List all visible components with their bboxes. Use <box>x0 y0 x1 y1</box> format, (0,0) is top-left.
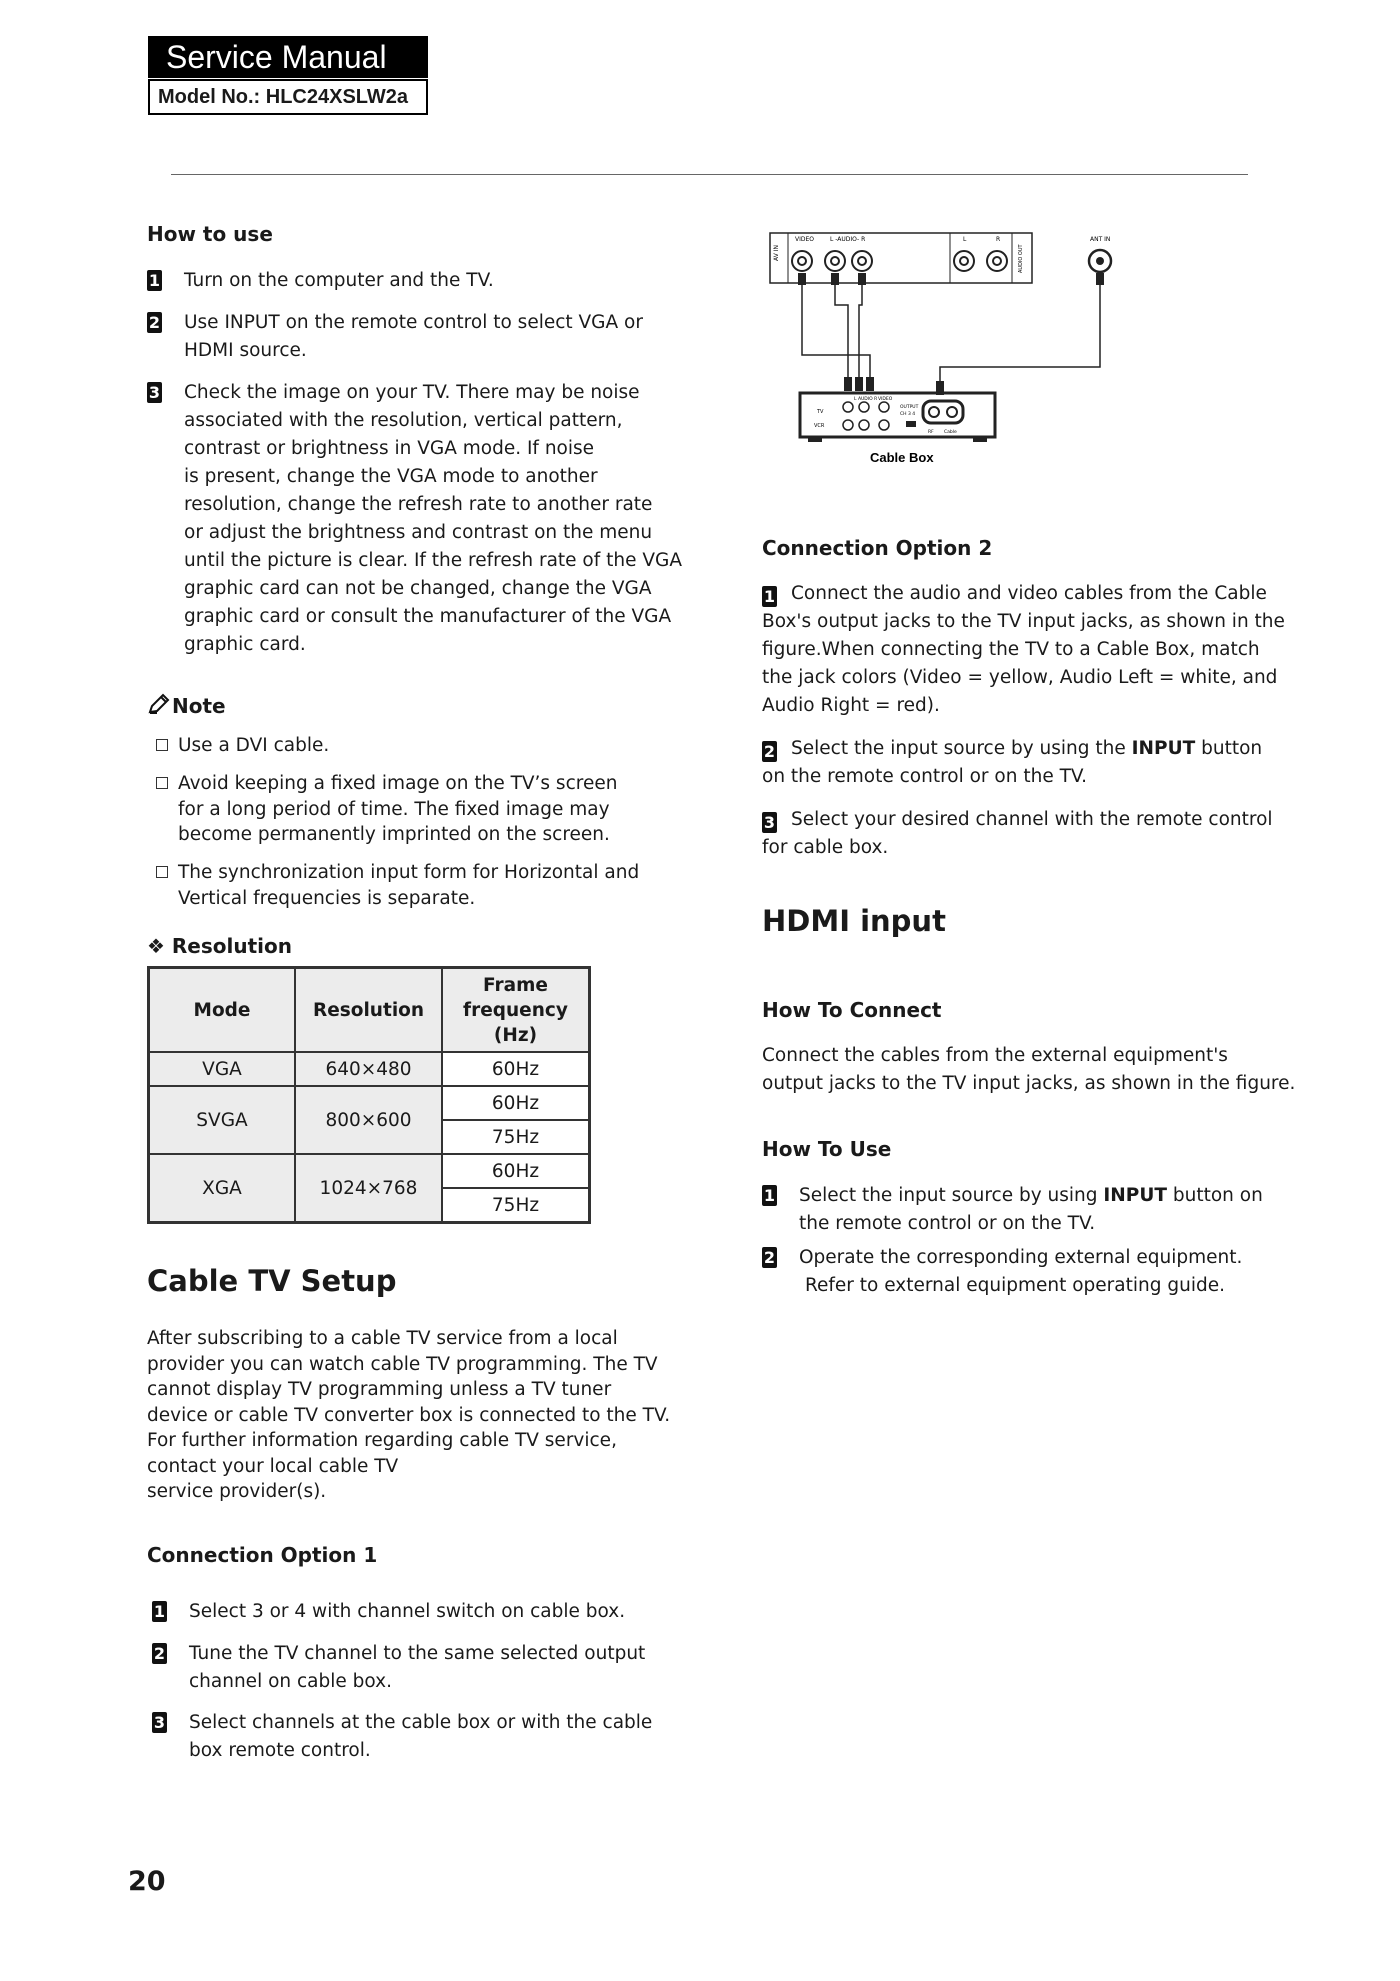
step-text: graphic card. <box>184 634 306 655</box>
step-number: 2 <box>153 1644 166 1663</box>
table-row <box>149 1154 590 1188</box>
step-text: contrast or brightness in VGA mode. If noise <box>184 438 595 459</box>
column-header-frequency: Frame frequency (Hz) <box>442 968 590 1053</box>
connection-cables <box>802 285 1100 385</box>
header-divider <box>171 174 1248 175</box>
step-text: Turn on the computer and the TV. <box>184 270 494 291</box>
step-text: Box's output jacks to the TV input jacks, as shown in the <box>762 611 1285 632</box>
step-text: Select channels at the cable box or with the cable <box>189 1712 653 1733</box>
resolution-table <box>147 966 591 1224</box>
input-keyword: INPUT <box>1103 1185 1167 1206</box>
table-cell-frequency: 60Hz <box>442 1086 590 1120</box>
table-cell-frequency: 75Hz <box>442 1188 590 1223</box>
table-cell-mode: XGA <box>149 1154 296 1223</box>
box-cable-label: Cable <box>944 430 957 435</box>
manual-title: Service Manual <box>148 36 428 78</box>
cable-box-label: Cable Box <box>870 450 934 465</box>
step-text: Select the input source by using <box>799 1185 1104 1206</box>
step-number: 1 <box>763 587 776 606</box>
hdmi-input-heading: HDMI input <box>762 904 946 938</box>
table-cell-mode: VGA <box>149 1052 296 1086</box>
note-text: The synchronization input form for Horizontal and <box>178 862 640 883</box>
step-number: 3 <box>153 1713 166 1732</box>
step-text: box remote control. <box>189 1740 371 1761</box>
option-2-step-1 <box>762 580 1285 720</box>
note-text: for a long period of time. The fixed image may <box>178 798 610 820</box>
column-header-resolution: Resolution <box>295 968 442 1053</box>
step-text: associated with the resolution, vertical pattern, <box>184 410 623 431</box>
step-text: channel on cable box. <box>189 1671 392 1692</box>
table-cell-frequency: 75Hz <box>442 1120 590 1154</box>
step-number: 2 <box>148 313 161 332</box>
option-2-step-2 <box>762 735 1262 791</box>
how-to-use-hdmi-heading: How To Use <box>762 1137 892 1161</box>
page-number: 20 <box>128 1866 166 1897</box>
resolution-heading <box>147 934 292 958</box>
note-text: Avoid keeping a fixed image on the TV’s screen <box>178 773 618 794</box>
step-text: is present, change the VGA mode to another <box>184 466 598 487</box>
table-cell-mode: SVGA <box>149 1086 296 1154</box>
box-video-label: VIDEO <box>878 397 893 402</box>
how-to-connect-text: Connect the cables from the external equipment's output jacks to the TV input jacks, as shown in the figure. <box>762 1045 1296 1094</box>
step-text: Operate the corresponding external equipment. <box>799 1247 1243 1268</box>
video-label: VIDEO <box>795 236 815 243</box>
step-text: resolution, change the refresh rate to another rate <box>184 494 653 515</box>
step-text: figure.When connecting the TV to a Cable Box, match <box>762 639 1260 660</box>
step-text: graphic card can not be changed, change the VGA <box>184 578 652 599</box>
step-text: Select your desired channel with the remote control <box>791 809 1273 830</box>
column-header-mode: Mode <box>149 968 296 1053</box>
step-text: Audio Right = red). <box>762 695 940 716</box>
cable-box-connection-diagram <box>760 225 1120 475</box>
step-text: HDMI source. <box>184 340 307 361</box>
cable-box <box>800 393 995 437</box>
checkbox-bullet-icon <box>156 866 168 878</box>
step-text: Use INPUT on the remote control to select VGA or <box>184 312 643 333</box>
note-text: Vertical frequencies is separate. <box>178 887 476 909</box>
pencil-icon <box>147 692 171 716</box>
note-text: become permanently imprinted on the screen. <box>178 824 610 845</box>
audio-out-label: AUDIO OUT <box>1018 244 1024 273</box>
how-to-connect-heading: How To Connect <box>762 998 942 1022</box>
step-text: for cable box. <box>762 837 889 858</box>
box-rf-label: RF <box>928 430 934 435</box>
how-to-use-heading: How to use <box>147 222 273 246</box>
connection-option-2-heading: Connection Option 2 <box>762 536 993 560</box>
table-row <box>149 1086 590 1120</box>
cable-tv-paragraph: After subscribing to a cable TV service from a local provider you can watch cable TV programming. The TV cannot display TV programming unless a TV tuner device or cable TV converter box is connected to the TV. For further information regarding cable TV service, contact your local cable TV service provider(s). <box>147 1328 671 1502</box>
step-text: the jack colors (Video = yellow, Audio Left = white, and <box>762 667 1278 688</box>
step-text: Refer to external equipment operating guide. <box>805 1275 1225 1296</box>
step-text: Connect the audio and video cables from the Cable <box>791 583 1267 604</box>
step-number: 3 <box>148 383 161 402</box>
table-cell-resolution: 1024×768 <box>295 1154 442 1223</box>
step-text: button <box>1195 738 1263 759</box>
step-number: 1 <box>148 271 161 290</box>
option-2-step-3 <box>762 806 1273 862</box>
audio-r-label: R <box>996 236 1001 243</box>
table-cell-resolution: 800×600 <box>295 1086 442 1154</box>
step-number: 2 <box>763 742 776 761</box>
table-cell-resolution: 640×480 <box>295 1052 442 1086</box>
box-output-label: OUTPUT <box>900 405 919 410</box>
diamond-bullet-icon: ❖ <box>147 934 172 958</box>
step-number: 2 <box>763 1248 776 1267</box>
step-number: 1 <box>153 1602 166 1621</box>
step-text: Tune the TV channel to the same selected output <box>189 1643 646 1664</box>
ant-in-label: ANT IN <box>1090 236 1111 243</box>
step-text: Select the input source by using the <box>791 738 1132 759</box>
box-audio-label: L AUDIO R <box>854 397 878 402</box>
connection-option-1-heading: Connection Option 1 <box>147 1543 378 1567</box>
step-text: graphic card or consult the manufacturer of the VGA <box>184 606 672 627</box>
table-header-row <box>149 968 590 1053</box>
table-row <box>149 1052 590 1086</box>
step-text: on the remote control or on the TV. <box>762 766 1088 787</box>
step-text: the remote control or on the TV. <box>799 1213 1096 1234</box>
model-number: Model No.: HLC24XSLW2a <box>148 79 428 115</box>
av-in-label: AV IN <box>773 245 780 261</box>
step-number: 1 <box>763 1186 776 1205</box>
step-text: button on <box>1166 1185 1263 1206</box>
checkbox-bullet-icon <box>156 777 168 789</box>
audio-l-label: L <box>963 236 967 243</box>
table-cell-frequency: 60Hz <box>442 1154 590 1188</box>
resolution-heading-text: Resolution <box>171 934 293 958</box>
step-text: Select 3 or 4 with channel switch on cable box. <box>189 1601 626 1622</box>
note-text: Use a DVI cable. <box>178 735 330 756</box>
box-vcr-label: VCR <box>814 423 825 429</box>
box-tv-label: TV <box>817 409 824 415</box>
step-text: or adjust the brightness and contrast on the menu <box>184 522 653 543</box>
cable-tv-setup-heading: Cable TV Setup <box>147 1264 397 1298</box>
input-keyword: INPUT <box>1131 738 1196 759</box>
table-cell-frequency: 60Hz <box>442 1052 590 1086</box>
note-heading: Note <box>172 694 226 718</box>
step-number: 3 <box>763 813 776 832</box>
box-ch-label: CH 3 4 <box>900 412 916 417</box>
step-text: Check the image on your TV. There may be noise <box>184 382 640 403</box>
step-text: until the picture is clear. If the refresh rate of the VGA <box>184 550 683 571</box>
checkbox-bullet-icon <box>156 739 168 751</box>
audio-label: L -AUDIO- R <box>830 236 866 243</box>
